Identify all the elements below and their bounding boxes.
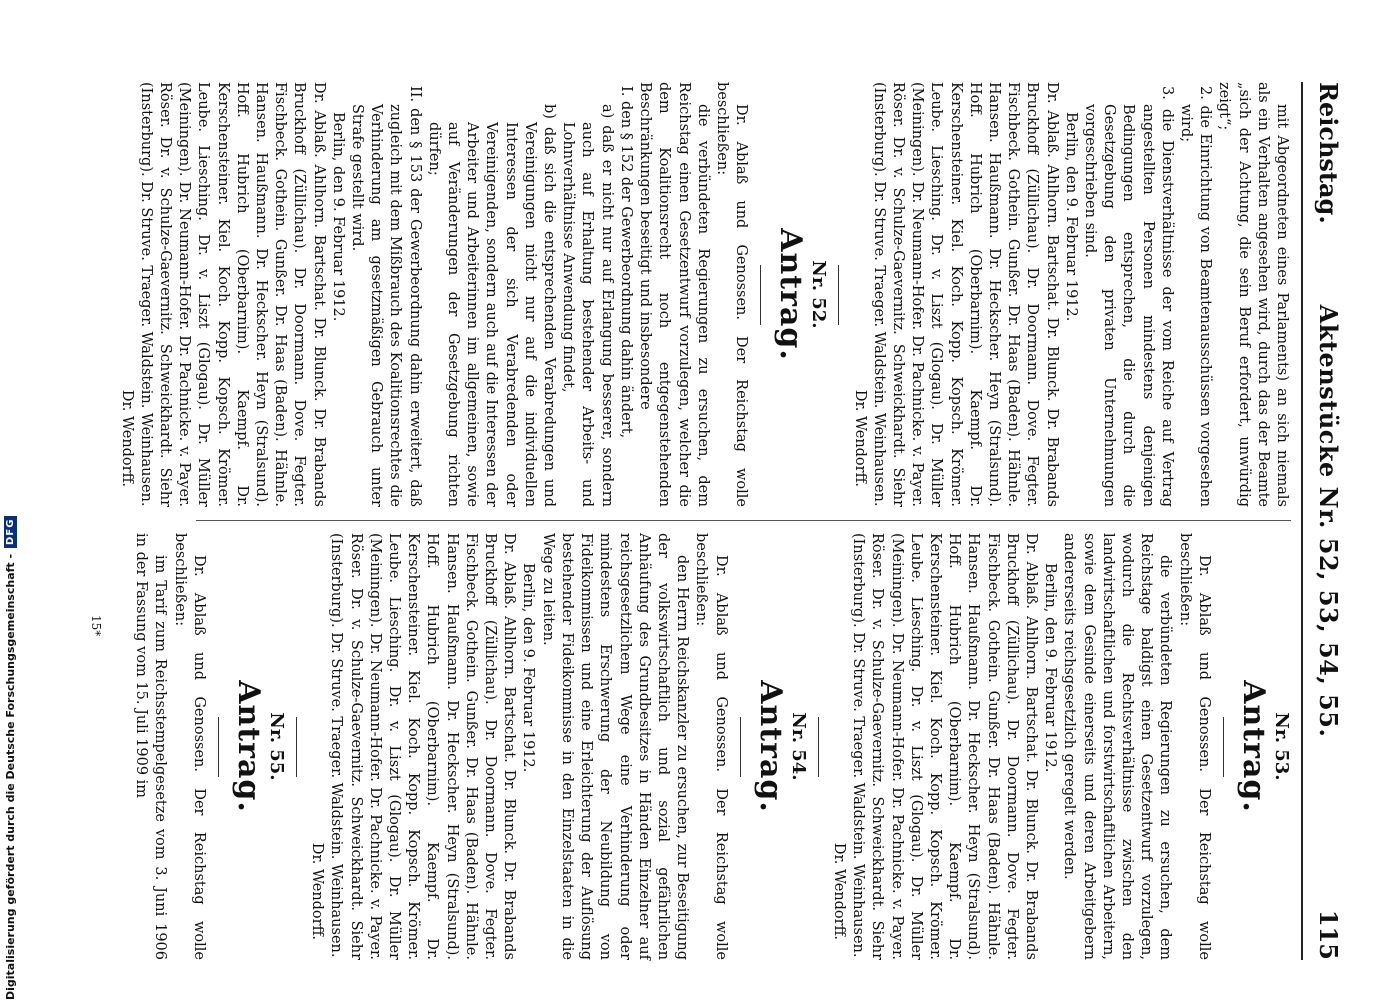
- date-line: Berlin, den 9. Februar 1912.: [520, 563, 537, 773]
- dfg-logo: DFG: [4, 516, 17, 548]
- last-signatory: Dr. Wendorff.: [309, 842, 326, 940]
- section-divider: [838, 265, 839, 325]
- nr53-intro: Dr. Ablaß und Genossen. Der Reichstag wolle beschließen:: [1176, 533, 1212, 960]
- header-title: Aktenstücke Nr. 52, 53, 54, 55.: [1314, 304, 1343, 738]
- nr53-body: die verbündeten Regierungen zu ersuchen, dem Reichstage baldigst einen Gesetzentwurf vorzulegen, wodurch die Rechtsverhältnisse zwischen den landwirtschaftlichen und forstwirtschaftlichen Arbeitern, sowie dem Gesinde einerseits und deren Arbeitgebern andererseits reichsgesetzlich geregelt werden.: [1061, 533, 1174, 960]
- title-divider: [218, 717, 219, 777]
- last-signatory: Dr. Wendorff.: [118, 389, 135, 487]
- title-divider: [1223, 717, 1224, 777]
- nr55-title: Antrag.: [230, 680, 266, 813]
- nr52-item-b: b) daß sich die entsprechenden Verabredungen und Vereinigungen nicht nur auf die individuellen Interessen der sich Verabredenden oder Vereinigenden, sondern auch auf die Interessen der Arbeiter und Arbeiterinnen im allgemeinen, sowie auf Veränderungen der Gesetzgebung richten dürfen;: [425, 104, 558, 507]
- signatories: Dr. Ablaß. Ahlhorn. Bartschat. Dr. Blunck. Dr. Brabands Bruckhoff (Züllichau). Dr. Doormann. Dove. Fegter. Fischbeck. Gothein. Gunßer. Dr. Haas (Baden). Hähnle. Hansen. Haußmann. Dr. Heckscher. Heyn (Stralsund). Hoff. Hubrich (Oberbarnim). Kaempf. Dr. Kerschensteiner. Kiel. Koch. Kopp. Kopsch. Krömer. Leube. Liesching. Dr. v. Liszt (Glogau). Dr. Müller (Meiningen). Dr. Neumann-Hofer. Dr. Pachnicke. v. Payer. Röser. Dr. v. Schulze-Gaevernitz. Schweickhardt. Siehr (Insterburg). Dr. Struve. Traeger. Waldstein. Weinhausen.: [870, 82, 1060, 507]
- header-left: Reichstag.: [1314, 82, 1343, 224]
- title-divider: [760, 265, 761, 325]
- right-column: [131, 533, 1291, 960]
- date-line: Berlin, den 9. Februar 1912.: [329, 112, 346, 322]
- continuation-text: mit Abgeordneten eines Parlaments) an sich niemals als ein Verhalten angesehen wird, durch das der Beamte „sich der Achtung, die sein Beruf erfordert, unwürdig zeigt“;: [1216, 82, 1290, 507]
- digitization-note-text: Digitalisierung gefördert durch die Deutsche Forschungsgemeinschaft -: [3, 553, 17, 1000]
- date-line: Berlin, den 9. Februar 1912.: [1042, 563, 1059, 773]
- signatories: Dr. Ablaß. Ahlhorn. Bartschat. Dr. Blunck. Dr. Brabands Bruckhoff (Züllichau). Dr. Doormann. Dove. Fegter. Fischbeck. Gothein. Gunßer. Dr. Haas (Baden). Hähnle. Hansen. Haußmann. Dr. Heckscher. Heyn (Stralsund). Hoff. Hubrich (Oberbarnim). Kaempf. Dr. Kerschensteiner. Kiel. Koch. Kopp. Kopsch. Krömer. Leube. Liesching. Dr. v. Liszt (Glogau). Dr. Müller (Meiningen). Dr. Neumann-Hofer. Dr. Pachnicke. v. Payer. Röser. Dr. v. Schulze-Gaevernitz. Schweickhardt. Siehr (Insterburg). Dr. Struve. Traeger. Waldstein. Weinhausen.: [137, 82, 327, 507]
- nr54-title: Antrag.: [752, 680, 788, 813]
- nr54-number: Nr. 54.: [787, 712, 809, 781]
- nr55-body: im Tarif zum Reichsstempelgesetze vom 3. Juni 1906 in der Fassung vom 15. Juli 1909 im: [133, 533, 169, 960]
- nr53-number: Nr. 53.: [1271, 712, 1292, 781]
- date-line: Berlin, den 9. Februar 1912.: [1062, 112, 1079, 322]
- header-rule: [1301, 82, 1303, 960]
- section-divider: [296, 717, 297, 777]
- nr52-title: Antrag.: [773, 228, 809, 361]
- list-item-2: 2. die Einrichtung von Beamtenausschüssen vorgesehen wird;: [1177, 86, 1214, 507]
- signature-mark: 15*: [89, 615, 103, 637]
- left-column: [116, 82, 1291, 507]
- signatories: Dr. Ablaß. Ahlhorn. Bartschat. Dr. Blunck. Dr. Brabands Bruckhoff (Züllichau). Dr. Doormann. Dove. Fegter. Fischbeck. Gothein. Gunßer. Dr. Haas (Baden). Hähnle. Hansen. Haußmann. Dr. Heckscher. Heyn (Stralsund). Hoff. Hubrich (Oberbarnim). Kaempf. Dr. Kerschensteiner. Kiel. Koch. Kopp. Kopsch. Krömer. Leube. Liesching. Dr. v. Liszt (Glogau). Dr. Müller (Meiningen). Dr. Neumann-Hofer. Dr. Pachnicke. v. Payer. Röser. Dr. v. Schulze-Gaevernitz. Schweickhardt. Siehr (Insterburg). Dr. Struve. Traeger. Waldstein. Weinhausen.: [328, 533, 518, 960]
- nr54-intro: Dr. Ablaß und Genossen. Der Reichstag wolle beschließen:: [693, 533, 729, 960]
- page-number: 115: [1314, 909, 1343, 960]
- section-divider: [818, 717, 819, 777]
- nr55-intro: Dr. Ablaß und Genossen. Der Reichstag wolle beschließen:: [171, 533, 207, 960]
- page-header: [1303, 82, 1343, 960]
- last-signatory: Dr. Wendorff.: [830, 842, 847, 940]
- nr52-item-II: II. den § 153 der Gewerbeordnung dahin erweitert, daß zugleich mit dem Mißbrauch des Koalitionsrechtes die Verhinderung am gesetzmäßigen Gebrauch unter Strafe gestellt wird.: [349, 86, 423, 507]
- nr52-item-a: a) daß er nicht nur auf Erlangung besserer, sondern auch auf Erhaltung bestehender Arbeits- und Lohnverhältnisse Anwendung findet,: [560, 104, 615, 507]
- nr53-title: Antrag.: [1235, 680, 1271, 813]
- nr55-number: Nr. 55.: [266, 712, 288, 781]
- digitization-note: [0, 0, 20, 1000]
- nr52-intro: Dr. Ablaß und Genossen. Der Reichstag wolle beschließen:: [713, 82, 750, 507]
- list-item-3: 3. die Dienstverhältnisse der vom Reiche auf Vertrag angestellten Personen mindestens denjenigen Bedingungen entsprechen, die durch die Gesetzgebung den privaten Unternehmungen vorgeschrieben sind.: [1081, 86, 1175, 507]
- last-signatory: Dr. Wendorff.: [851, 389, 868, 487]
- nr52-body: die verbündeten Regierungen zu ersuchen, dem Reichstag einen Gesetzentwurf vorzulegen, welcher die dem Koalitionsrecht noch entgegenstehenden Beschränkungen beseitigt und insbesondere: [637, 82, 711, 507]
- signatories: Dr. Ablaß. Ahlhorn. Bartschat. Dr. Blunck. Dr. Brabands Bruckhoff (Züllichau). Dr. Doormann. Dove. Fegter. Fischbeck. Gothein. Gunßer. Dr. Haas (Baden). Hähnle. Hansen. Haußmann. Dr. Heckscher. Heyn (Stralsund). Hoff. Hubrich (Oberbarnim). Kaempf. Dr. Kerschensteiner. Kiel. Koch. Kopp. Kopsch. Krömer. Leube. Liesching. Dr. v. Liszt (Glogau). Dr. Müller (Meiningen). Dr. Neumann-Hofer. Dr. Pachnicke. v. Payer. Röser. Dr. v. Schulze-Gaevernitz. Schweickhardt. Siehr (Insterburg). Dr. Struve. Traeger. Waldstein. Weinhausen.: [850, 533, 1039, 960]
- title-divider: [740, 717, 741, 777]
- nr54-body: den Herrn Reichskanzler zu ersuchen, zur Beseitigung der volkswirtschaftlich und sozial gefährlichen Anhäufung des Grundbesitzes in Händen Einzelner auf reichsgesetzlichem Wege eine Verhinderung oder mindestens Erschwerung der Neubildung von Fideikommissen und eine Erleichterung der Auflösung bestehender Fideikommisse in den Einzelstaaten in die Wege zu leiten.: [539, 533, 691, 960]
- nr52-item-I: I. den § 152 der Gewerbeordnung dahin ändert,: [617, 86, 634, 439]
- column-divider: [196, 520, 1291, 521]
- nr52-number: Nr. 52.: [808, 260, 830, 329]
